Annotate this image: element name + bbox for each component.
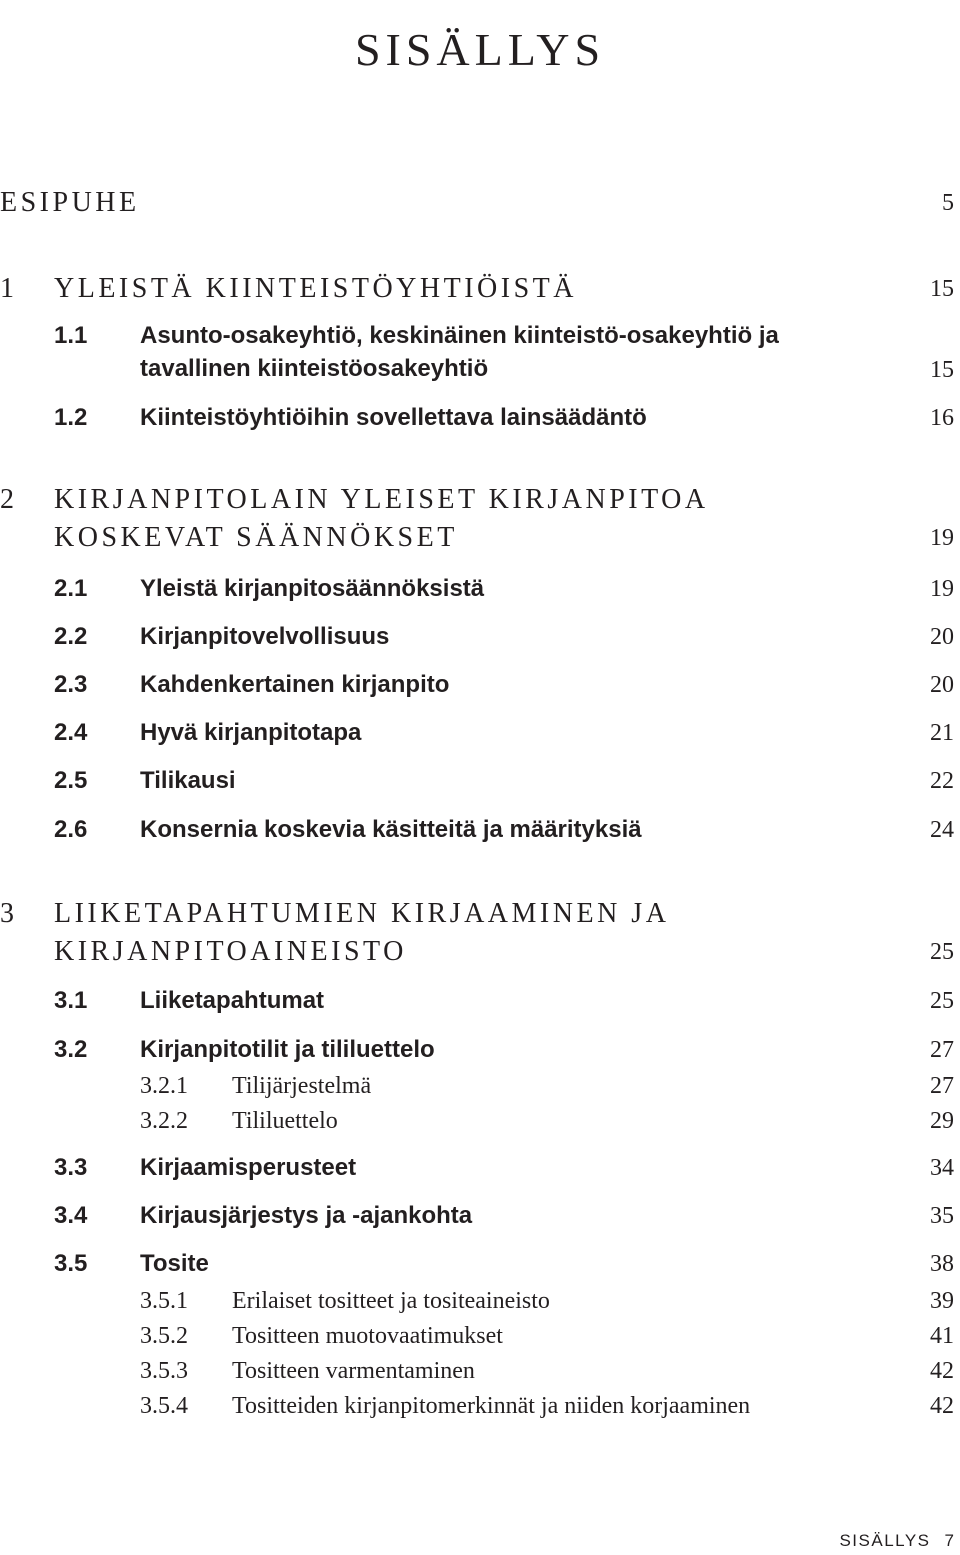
section-page: 16 [930, 405, 954, 431]
section-number: 2.5 [54, 767, 88, 794]
section-title: Kahdenkertainen kirjanpito [140, 671, 450, 698]
chapter-page: 25 [930, 939, 954, 965]
chapter-title-line: KIRJANPITOAINEISTO [54, 936, 407, 967]
subsection-number: 3.5.3 [140, 1358, 188, 1384]
section-number: 3.3 [54, 1154, 88, 1181]
chapter-page: 19 [930, 525, 954, 551]
page-title: SISÄLLYS [354, 24, 606, 75]
chapter-title-line: KOSKEVAT SÄÄNNÖKSET [54, 522, 458, 553]
chapter-number: 1 [0, 273, 18, 304]
chapter-title [54, 481, 709, 557]
subsection-title: Erilaiset tositteet ja tositeaineisto [232, 1288, 550, 1314]
section-page: 25 [930, 988, 954, 1014]
section-number: 1.1 [54, 322, 88, 349]
subsection-number: 3.5.2 [140, 1323, 188, 1349]
section-number: 2.2 [54, 623, 88, 650]
section-page: 38 [930, 1251, 954, 1277]
section-title-line: tavallinen kiinteistöosakeyhtiö [140, 355, 489, 382]
section-title: Kirjausjärjestys ja -ajankohta [140, 1202, 473, 1229]
subsection-number: 3.2.1 [140, 1073, 188, 1099]
chapter-title [54, 895, 669, 971]
subsection-title: Tilijärjestelmä [232, 1073, 372, 1099]
section-page: 20 [930, 672, 954, 698]
subsection-page: 42 [930, 1393, 954, 1419]
section-number: 2.1 [54, 575, 88, 602]
section-page: 22 [930, 768, 954, 794]
subsection-title: Tililuettelo [232, 1108, 338, 1134]
section-number: 3.2 [54, 1036, 88, 1063]
chapter-number: 2 [0, 484, 18, 515]
section-page: 34 [930, 1155, 954, 1181]
section-number: 2.4 [54, 719, 88, 746]
page-footer [839, 1530, 954, 1552]
section-number: 3.4 [54, 1202, 88, 1229]
section-title-line: Kiinteistöyhtiöihin sovellettava lainsäädäntö [140, 404, 647, 431]
section-page: 21 [930, 720, 954, 746]
section-title: Tosite [140, 1250, 209, 1277]
section-page: 27 [930, 1037, 954, 1063]
section-title: Kirjanpitotilit ja tililuettelo [140, 1036, 435, 1063]
subsection-title: Tositteen varmentaminen [232, 1358, 475, 1384]
section-title: Kirjanpitovelvollisuus [140, 623, 390, 650]
esipuhe-label: ESIPUHE [0, 187, 140, 218]
section-title [140, 321, 779, 384]
section-title: Kirjaamisperusteet [140, 1154, 357, 1181]
section-page: 20 [930, 624, 954, 650]
section-number: 3.1 [54, 987, 88, 1014]
chapter-title-line: LIIKETAPAHTUMIEN KIRJAAMINEN JA [54, 898, 670, 929]
section-title: Yleistä kirjanpitosäännöksistä [140, 575, 485, 602]
footer-label: SISÄLLYS [839, 1531, 931, 1550]
footer-page-number: 7 [944, 1531, 954, 1550]
section-number: 1.2 [54, 404, 88, 431]
section-number: 2.6 [54, 816, 88, 843]
section-title: Konsernia koskevia käsitteitä ja määrityksiä [140, 816, 642, 843]
section-number: 2.3 [54, 671, 88, 698]
chapter-title [54, 270, 577, 308]
subsection-page: 27 [930, 1073, 954, 1099]
section-title-line: Asunto-osakeyhtiö, keskinäinen kiinteistö-osakeyhtiö ja [140, 322, 779, 349]
section-page: 35 [930, 1203, 954, 1229]
chapter-title-line: KIRJANPITOLAIN YLEISET KIRJANPITOA [54, 484, 709, 515]
subsection-number: 3.2.2 [140, 1108, 188, 1134]
subsection-number: 3.5.1 [140, 1288, 188, 1314]
section-title: Hyvä kirjanpitotapa [140, 719, 362, 746]
subsection-title: Tositteen muotovaatimukset [232, 1323, 503, 1349]
section-number: 3.5 [54, 1250, 88, 1277]
subsection-page: 29 [930, 1108, 954, 1134]
subsection-page: 41 [930, 1323, 954, 1349]
subsection-number: 3.5.4 [140, 1393, 188, 1419]
subsection-page: 42 [930, 1358, 954, 1384]
chapter-title-line: YLEISTÄ KIINTEISTÖYHTIÖISTÄ [54, 273, 577, 304]
section-title: Liiketapahtumat [140, 987, 325, 1014]
chapter-page: 15 [930, 276, 954, 302]
section-page: 24 [930, 817, 954, 843]
section-title [140, 403, 647, 433]
section-title: Tilikausi [140, 767, 236, 794]
chapter-number: 3 [0, 898, 18, 929]
subsection-page: 39 [930, 1288, 954, 1314]
section-page: 19 [930, 576, 954, 602]
section-page: 15 [930, 357, 954, 383]
esipuhe-page: 5 [942, 190, 954, 216]
subsection-title: Tositteiden kirjanpitomerkinnät ja niiden korjaaminen [232, 1393, 751, 1419]
